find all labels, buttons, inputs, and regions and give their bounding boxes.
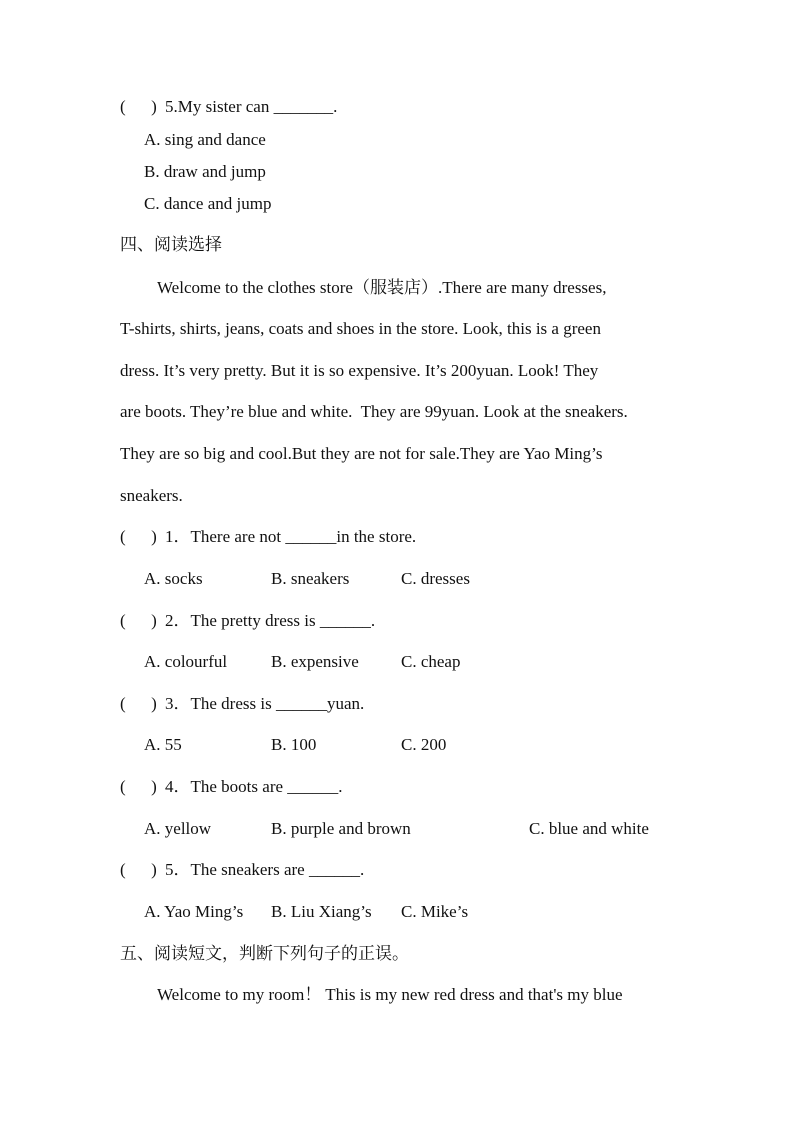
answer-paren: ( ) [120, 97, 157, 116]
question-stem: 4．The boots are ______. [165, 777, 343, 796]
passage-line: Welcome to the clothes store（服装店）.There are many dresses, [157, 278, 607, 297]
answer-paren: ( ) [120, 611, 157, 630]
question-stem: 2．The pretty dress is ______. [165, 611, 376, 630]
section-heading: 五、阅读短文，判断下列句子的正误。 [120, 944, 409, 963]
option: B. Liu Xiang’s [271, 902, 372, 921]
option: B. draw and jump [144, 162, 266, 181]
passage-line: sneakers. [120, 486, 183, 505]
passage-line: Welcome to my room！ This is my new red dress and that's my blue [157, 985, 623, 1004]
answer-paren: ( ) [120, 527, 157, 546]
section-heading: 四、阅读选择 [120, 235, 222, 254]
passage-line: They are so big and cool.But they are not for sale.They are Yao Ming’s [120, 444, 603, 463]
passage-line: are boots. They’re blue and white. They are 99yuan. Look at the sneakers. [120, 402, 628, 421]
question-stem: 5.My sister can _______. [165, 97, 338, 116]
option: C. cheap [401, 652, 461, 671]
option: A. colourful [144, 652, 228, 671]
option: C. dance and jump [144, 194, 272, 213]
option: C. 200 [401, 735, 447, 754]
option: A. sing and dance [144, 130, 266, 149]
option: B. purple and brown [271, 819, 411, 838]
option: A. socks [144, 569, 203, 588]
passage-line: T-shirts, shirts, jeans, coats and shoes in the store. Look, this is a green [120, 319, 601, 338]
option: C. dresses [401, 569, 470, 588]
question-stem: 1．There are not ______in the store. [165, 527, 417, 546]
option: C. Mike’s [401, 902, 469, 921]
answer-paren: ( ) [120, 777, 157, 796]
question-stem: 5．The sneakers are ______. [165, 860, 365, 879]
option: B. 100 [271, 735, 317, 754]
option: A. yellow [144, 819, 212, 838]
option: A. 55 [144, 735, 182, 754]
option: B. sneakers [271, 569, 350, 588]
passage-line: dress. It’s very pretty. But it is so expensive. It’s 200yuan. Look! They [120, 361, 599, 380]
answer-paren: ( ) [120, 860, 157, 879]
option: B. expensive [271, 652, 359, 671]
question-stem: 3．The dress is ______yuan. [165, 694, 365, 713]
answer-paren: ( ) [120, 694, 157, 713]
option: C. blue and white [529, 819, 649, 838]
option: A. Yao Ming’s [144, 902, 244, 921]
